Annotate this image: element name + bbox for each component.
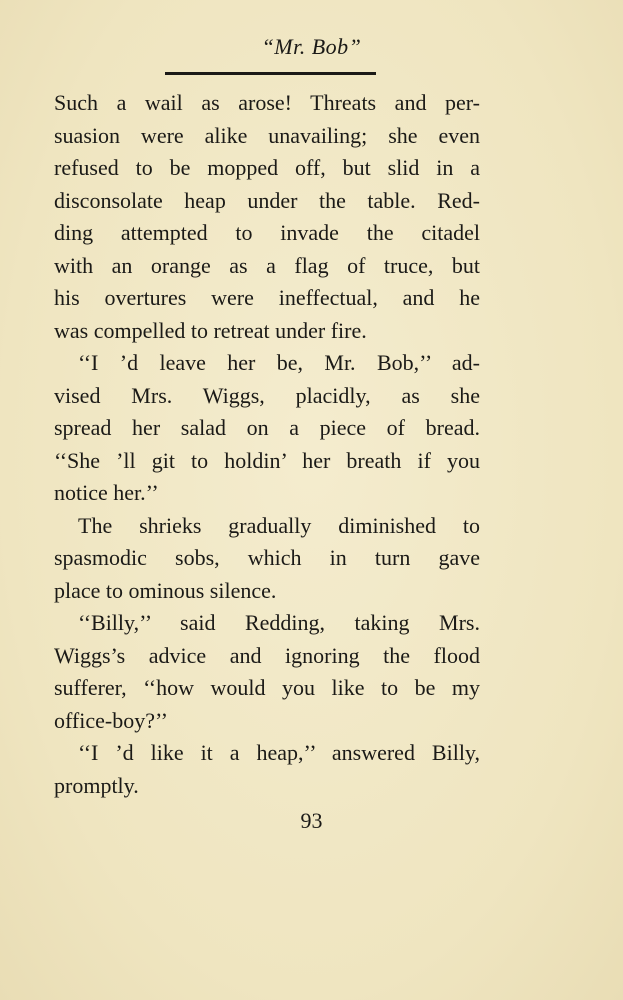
text-line: office-boy?’’ xyxy=(54,707,169,733)
text-line: with an orange as a flag of truce, but xyxy=(54,252,480,278)
text-line: suasion were alike unavailing; she even xyxy=(54,122,480,148)
text-line: Such a wail as arose! Threats and per- xyxy=(54,90,480,115)
text-line: notice her.’’ xyxy=(54,480,159,505)
running-head: “Mr. Bob” xyxy=(261,34,362,59)
text-line: ‘‘She ’ll git to holdin’ her breath if you xyxy=(54,447,480,473)
text-line: his overtures were ineffectual, and he xyxy=(54,285,480,310)
text-line: place to ominous silence. xyxy=(54,577,277,603)
text-line: spread her salad on a piece of bread. xyxy=(54,415,480,440)
header-rule xyxy=(165,72,376,75)
text-line: sufferer, ‘‘how would you like to be my xyxy=(54,675,480,700)
text-line: vised Mrs. Wiggs, placidly, as she xyxy=(54,382,480,408)
text-line: disconsolate heap under the table. Red- xyxy=(54,187,480,213)
text-line: promptly. xyxy=(54,772,139,798)
text-line: ‘‘Billy,’’ said Redding, taking Mrs. xyxy=(78,610,480,635)
text-line: spasmodic sobs, which in turn gave xyxy=(54,545,480,570)
text-line: ding attempted to invade the citadel xyxy=(54,220,480,245)
text-line: ‘‘I ’d like it a heap,’’ answered Billy, xyxy=(78,740,480,765)
text-line: The shrieks gradually diminished to xyxy=(78,512,480,538)
page-number: 93 xyxy=(300,808,323,833)
text-line: was compelled to retreat under fire. xyxy=(54,317,367,343)
text-line: Wiggs’s advice and ignoring the flood xyxy=(54,642,480,668)
body-text xyxy=(54,87,480,802)
text-line: refused to be mopped off, but slid in a xyxy=(54,155,480,180)
text-line: ‘‘I ’d leave her be, Mr. Bob,’’ ad- xyxy=(78,350,480,375)
